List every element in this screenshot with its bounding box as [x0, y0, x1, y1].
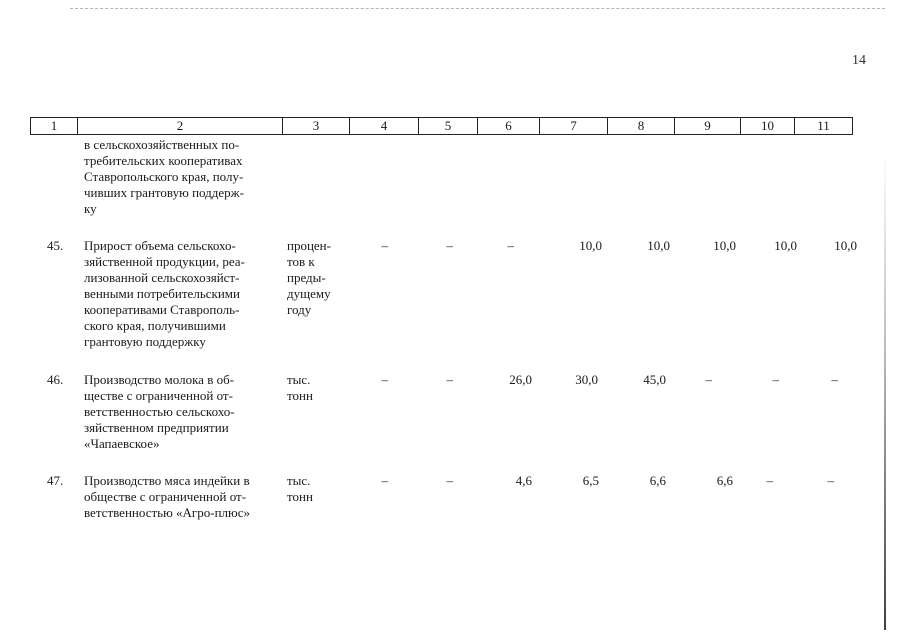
unit-line: дущему — [287, 286, 331, 301]
description-line: ку — [84, 201, 97, 216]
description-line: Ставропольского края, полу- — [84, 169, 244, 184]
page-number: 14 — [852, 53, 866, 68]
header-cell: 1 — [31, 118, 78, 135]
description-line: ветственностью «Агро-плюс» — [84, 505, 251, 520]
description-line: венными потребительскими — [84, 286, 240, 301]
row-description — [84, 238, 278, 350]
continuation-description — [84, 137, 278, 217]
description-line: ветственностью сельскохо- — [84, 404, 235, 419]
scan-artifact-right-edge — [884, 150, 886, 630]
value-cell: 6,5 — [582, 473, 599, 488]
value-cell: – — [827, 473, 834, 488]
value-cell: – — [766, 473, 773, 488]
header-cell: 2 — [78, 118, 283, 135]
value-cell: – — [381, 238, 388, 253]
column-number-header — [30, 117, 853, 135]
value-cell: 26,0 — [509, 372, 532, 387]
unit-line: тонн — [287, 388, 313, 403]
row-number: 45. — [47, 238, 64, 253]
scan-artifact-top-line — [70, 8, 885, 9]
unit-line: процен- — [287, 238, 331, 253]
header-cell: 3 — [283, 118, 350, 135]
value-cell: – — [507, 238, 514, 253]
header-row — [31, 118, 853, 135]
header-cell: 6 — [478, 118, 540, 135]
description-line: Производство молока в об- — [84, 372, 235, 387]
row-unit — [287, 238, 345, 318]
value-cell: – — [831, 372, 838, 387]
row-number: 46. — [47, 372, 64, 387]
header-cell: 8 — [608, 118, 675, 135]
value-cell: 10,0 — [834, 238, 857, 253]
value-cell: 30,0 — [575, 372, 598, 387]
row-number: 47. — [47, 473, 64, 488]
unit-line: тонн — [287, 489, 313, 504]
description-line: требительских кооперативах — [84, 153, 243, 168]
row-description — [84, 473, 278, 521]
value-cell: 10,0 — [579, 238, 602, 253]
description-line: в сельскохозяйственных по- — [84, 137, 240, 152]
unit-line: тов к — [287, 254, 315, 269]
value-cell: – — [446, 238, 453, 253]
description-line: ского края, получившими — [84, 318, 226, 333]
value-cell: 6,6 — [649, 473, 666, 488]
description-line: зяйственном предприятии — [84, 420, 229, 435]
description-line: чивших грантовую поддерж- — [84, 185, 244, 200]
row-unit — [287, 473, 345, 505]
unit-line: преды- — [287, 270, 326, 285]
description-line: кооперативами Ставрополь- — [84, 302, 240, 317]
value-cell: – — [705, 372, 712, 387]
description-line: ществе с ограниченной от- — [84, 388, 233, 403]
description-line: Прирост объема сельскохо- — [84, 238, 236, 253]
value-cell: – — [772, 372, 779, 387]
header-cell: 9 — [675, 118, 741, 135]
value-cell: 4,6 — [515, 473, 532, 488]
row-unit — [287, 372, 345, 404]
unit-line: году — [287, 302, 312, 317]
value-cell: 10,0 — [647, 238, 670, 253]
header-cell: 5 — [419, 118, 478, 135]
unit-line: тыс. — [287, 372, 311, 387]
value-cell: – — [381, 473, 388, 488]
value-cell: – — [381, 372, 388, 387]
row-description — [84, 372, 278, 452]
description-line: грантовую поддержку — [84, 334, 206, 349]
header-cell: 10 — [741, 118, 795, 135]
value-cell: 10,0 — [774, 238, 797, 253]
description-line: зяйственной продукции, реа- — [84, 254, 245, 269]
value-cell: 45,0 — [643, 372, 666, 387]
description-line: лизованной сельскохозяйст- — [84, 270, 240, 285]
value-cell: – — [446, 372, 453, 387]
header-cell: 7 — [540, 118, 608, 135]
value-cell: – — [446, 473, 453, 488]
header-cell: 4 — [350, 118, 419, 135]
unit-line: тыс. — [287, 473, 311, 488]
description-line: обществе с ограниченной от- — [84, 489, 247, 504]
description-line: Производство мяса индейки в — [84, 473, 250, 488]
value-cell: 10,0 — [713, 238, 736, 253]
description-line: «Чапаевское» — [84, 436, 160, 451]
value-cell: 6,6 — [716, 473, 733, 488]
header-cell: 11 — [795, 118, 853, 135]
